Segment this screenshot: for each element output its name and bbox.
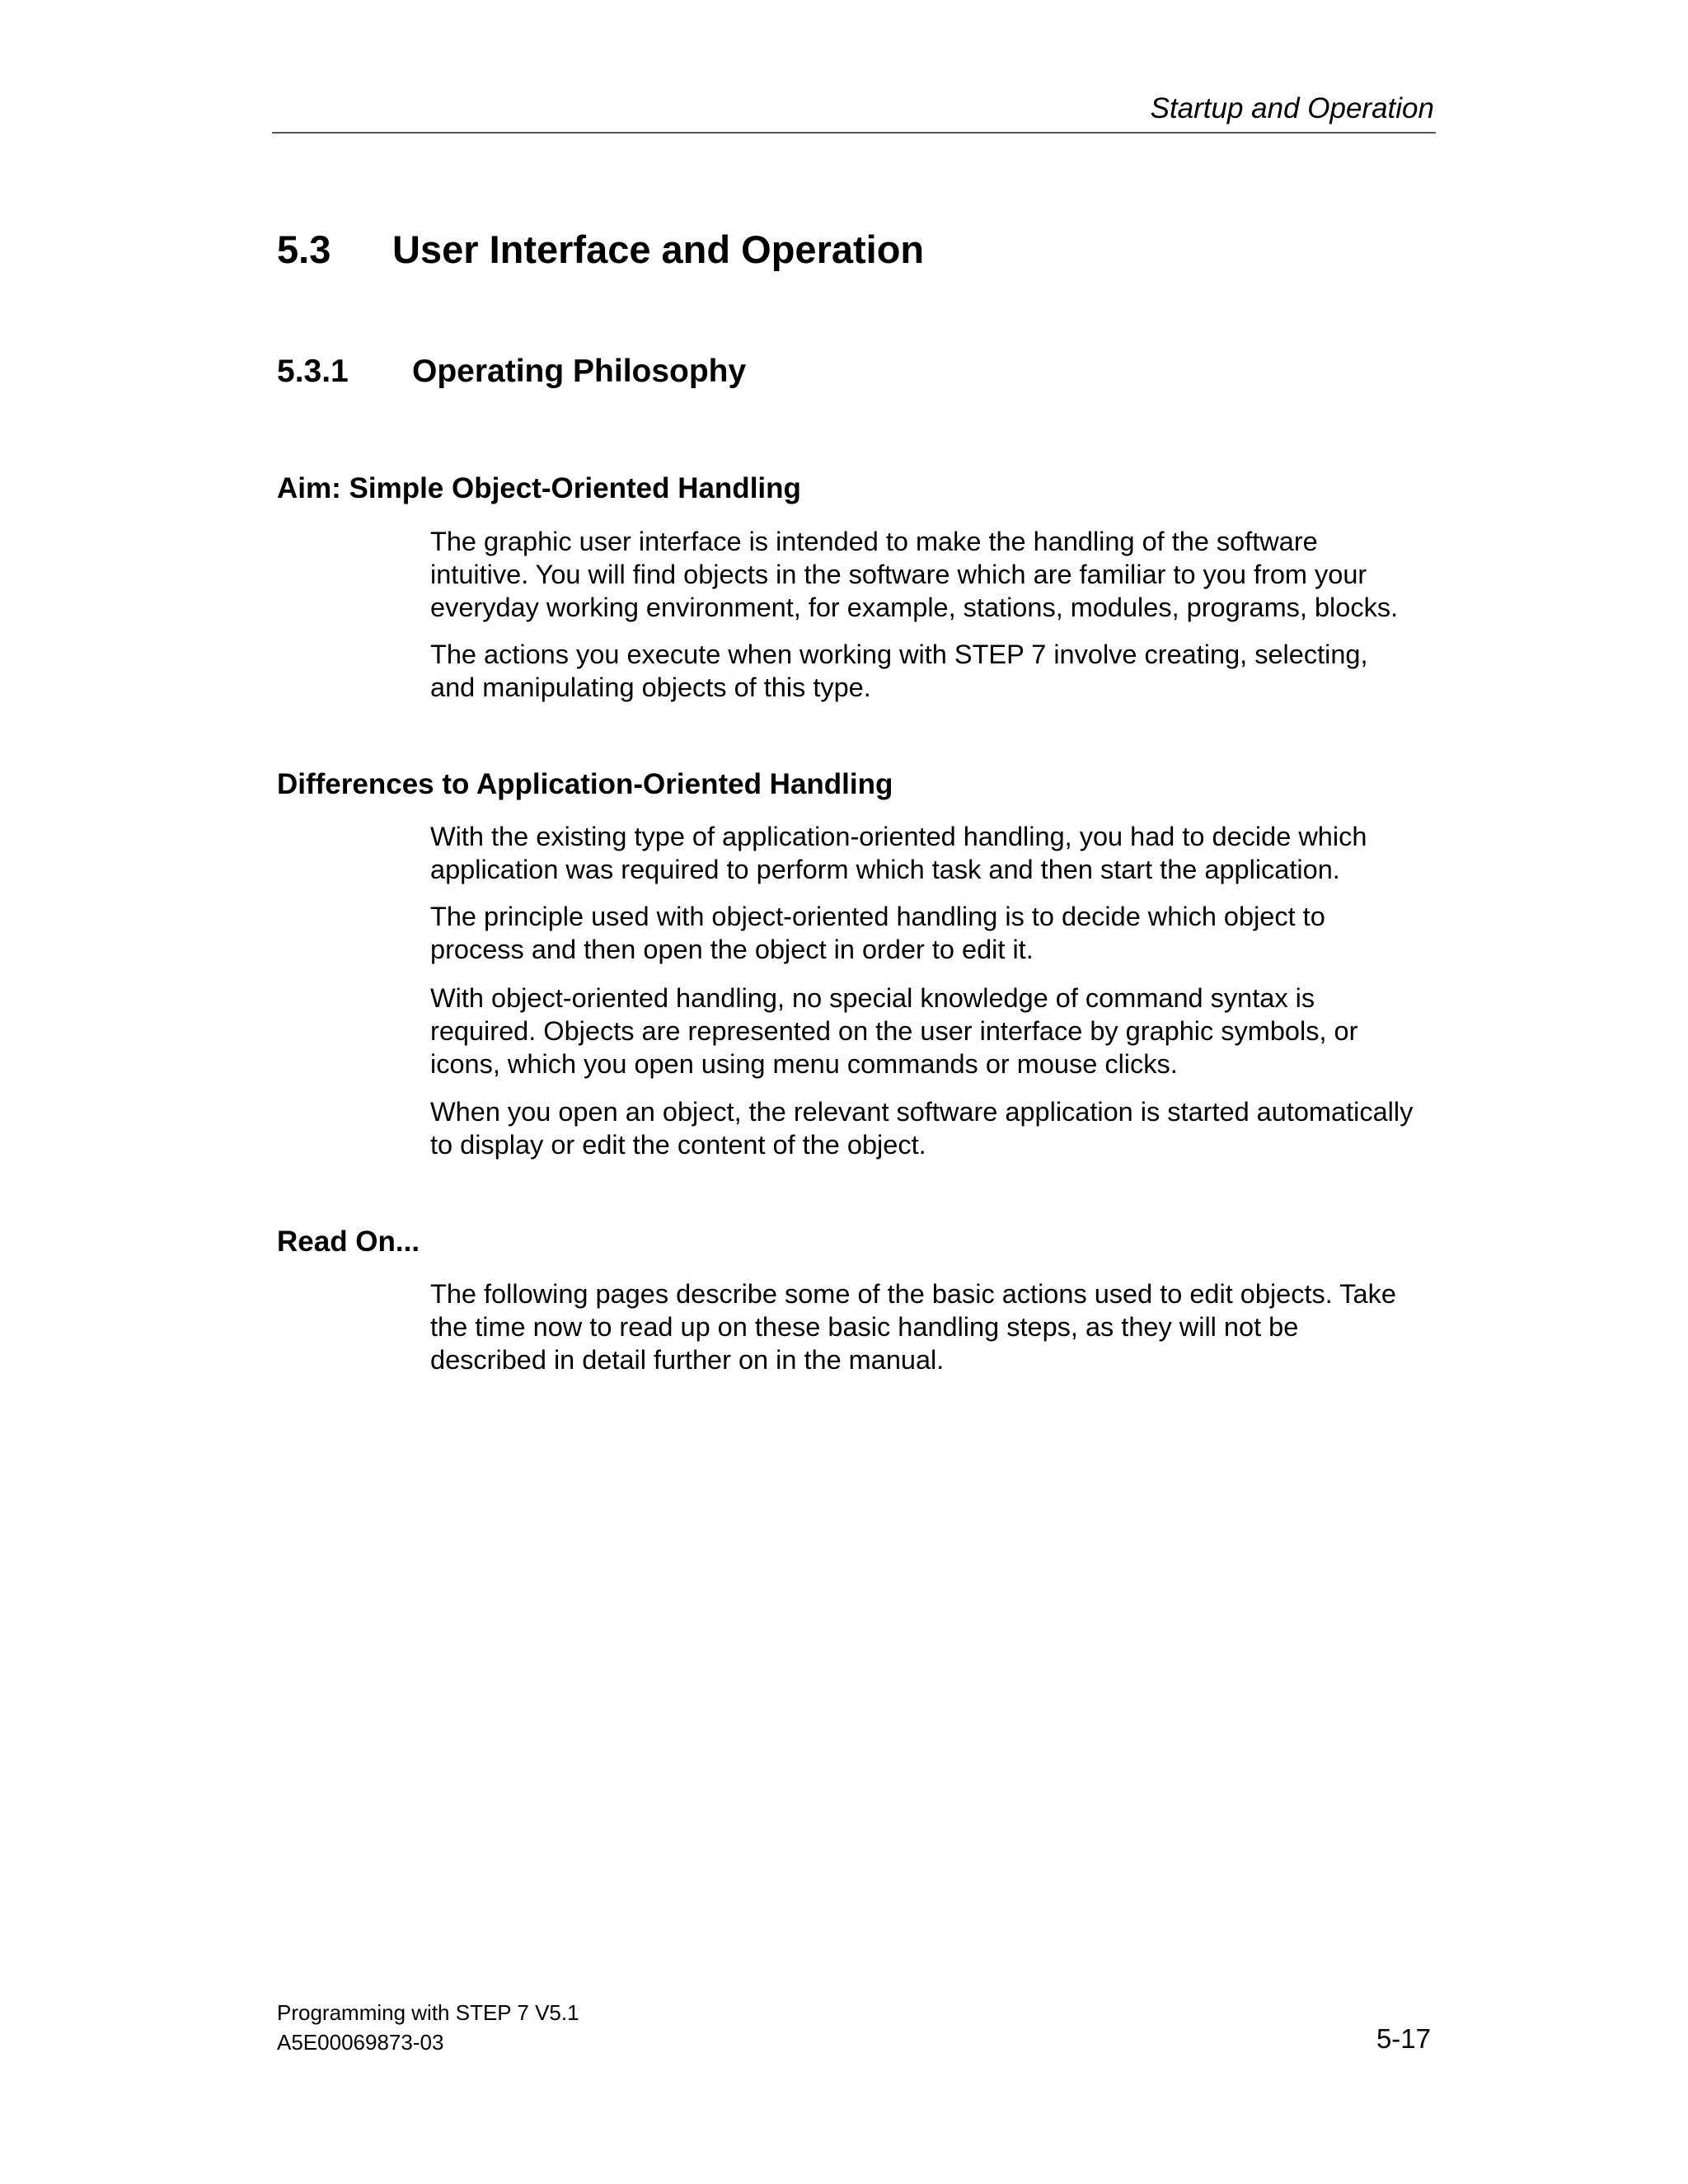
page-header: [272, 89, 1436, 134]
paragraph-line: to display or edit the content of the object.: [430, 1130, 926, 1160]
paragraph-line: described in detail further on in the manual.: [430, 1345, 945, 1375]
section-number: 5.3: [277, 227, 331, 271]
paragraph-line: With the existing type of application-oriented handling, you had to decide which: [430, 822, 1367, 851]
paragraph-line: With object-oriented handling, no special knowledge of command syntax is: [430, 983, 1315, 1013]
paragraph-line: When you open an object, the relevant software application is started automatically: [430, 1097, 1414, 1127]
paragraph-line: everyday working environment, for example, stations, modules, programs, blocks.: [430, 593, 1399, 622]
block-heading-aim: Aim: Simple Object-Oriented Handling: [277, 472, 801, 504]
paragraph: [430, 982, 1444, 1080]
paragraph: [430, 525, 1444, 624]
paragraph-line: application was required to perform which task and then start the application.: [430, 855, 1340, 884]
paragraph-line: required. Objects are represented on the user interface by graphic symbols, or: [430, 1016, 1358, 1046]
paragraph-line: The graphic user interface is intended to make the handling of the software: [430, 527, 1318, 556]
paragraph-line: The principle used with object-oriented handling is to decide which object to: [430, 902, 1325, 931]
paragraph: [430, 900, 1444, 966]
paragraph: [430, 638, 1444, 704]
paragraph-line: intuitive. You will find objects in the software which are familiar to you from your: [430, 560, 1367, 589]
block-heading-differences: Differences to Application-Oriented Handling: [277, 768, 893, 800]
subsection-title: Operating Philosophy: [412, 354, 747, 389]
paragraph-line: icons, which you open using menu commands or mouse clicks.: [430, 1049, 1178, 1079]
block-heading-read-on: Read On...: [277, 1226, 420, 1258]
order-number: A5E00069873-03: [277, 2030, 444, 2055]
section-title: User Interface and Operation: [392, 227, 925, 271]
page-footer: [277, 1998, 579, 2057]
page-number: 5-17: [1376, 2023, 1431, 2054]
running-title: Startup and Operation: [1150, 92, 1434, 124]
paragraph-line: the time now to read up on these basic handling steps, as they will not be: [430, 1312, 1299, 1342]
paragraph-line: and manipulating objects of this type.: [430, 673, 871, 702]
paragraph-line: The actions you execute when working with STEP 7 involve creating, selecting,: [430, 640, 1368, 669]
paragraph-line: process and then open the object in order to edit it.: [430, 935, 1034, 964]
paragraph: [430, 1095, 1444, 1161]
manual-title: Programming with STEP 7 V5.1: [277, 2000, 579, 2025]
subsection-number: 5.3.1: [277, 354, 349, 389]
paragraph: [430, 820, 1444, 886]
paragraph-line: The following pages describe some of the basic actions used to edit objects. Take: [430, 1279, 1396, 1309]
paragraph: [430, 1277, 1444, 1376]
